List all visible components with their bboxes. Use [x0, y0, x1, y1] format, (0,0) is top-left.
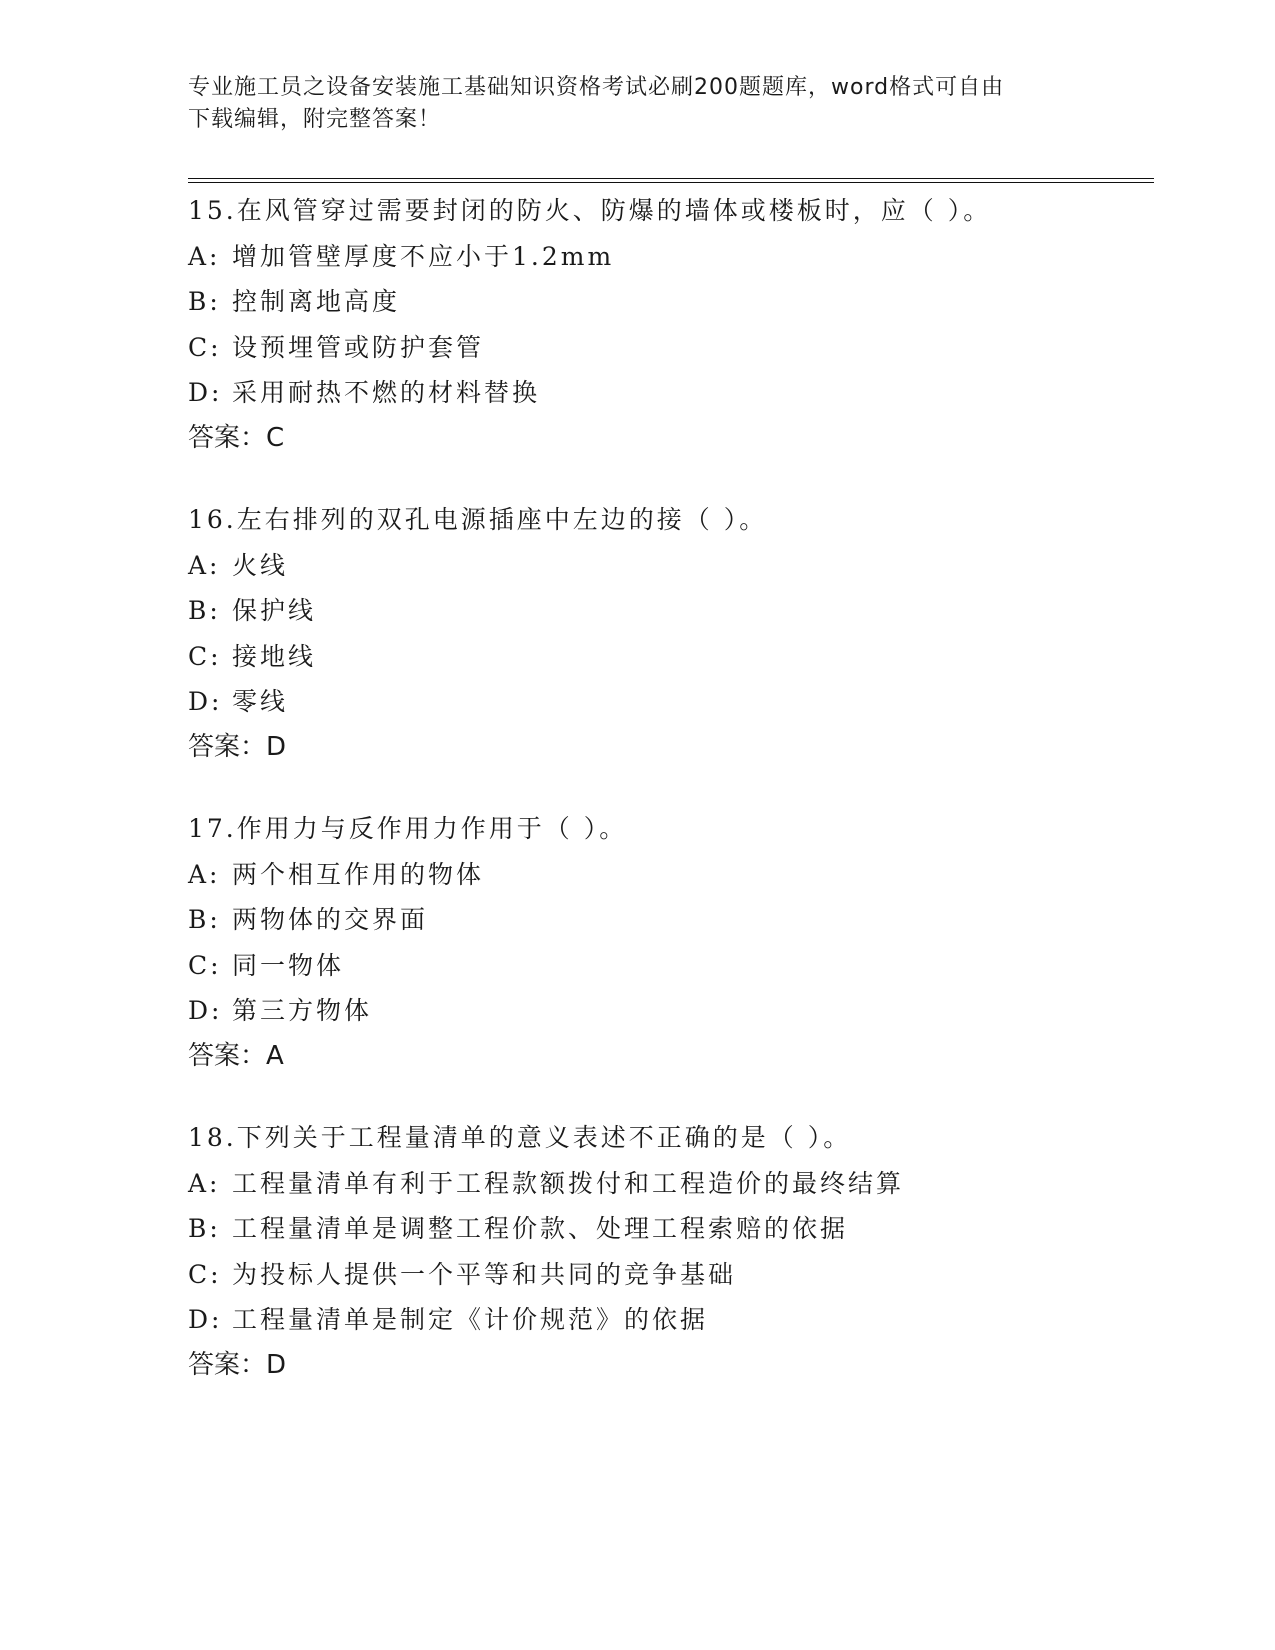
option-letter: C: [188, 1259, 222, 1289]
answer-line: 答案：A [188, 1040, 284, 1071]
option-letter: B: [188, 596, 221, 625]
option-letter: D: [188, 687, 223, 716]
option-c [188, 1252, 1148, 1298]
option-a [188, 1161, 1148, 1207]
option-letter: D: [188, 378, 223, 407]
option-a [188, 543, 1148, 589]
question-title: 16.左右排列的双孔电源插座中左边的接（ ）。 [188, 505, 768, 534]
option-text: 工程量清单是制定《计价规范》的依据 [232, 1305, 709, 1334]
option-c [188, 325, 1148, 371]
option-text: 工程量清单是调整工程价款、处理工程索赔的依据 [232, 1214, 849, 1243]
option-letter: B: [188, 287, 221, 316]
header-divider-bottom [188, 182, 1154, 183]
answer-line: 答案：C [188, 422, 285, 453]
question-17 [188, 806, 1148, 1079]
question-16 [188, 497, 1148, 770]
option-c [188, 634, 1148, 680]
option-a [188, 234, 1148, 280]
option-d [188, 679, 1148, 725]
option-letter: A: [188, 550, 221, 580]
option-letter: D: [188, 996, 223, 1025]
document-header [188, 72, 1088, 136]
option-b [188, 279, 1148, 325]
option-text: 火线 [232, 550, 289, 580]
option-letter: A: [188, 1168, 221, 1198]
option-text: 第三方物体 [232, 996, 373, 1025]
header-line-1: 专业施工员之设备安装施工基础知识资格考试必刷200题题库，word格式可自由 [188, 75, 1005, 100]
option-letter: B: [188, 905, 221, 934]
header-line-2: 下载编辑，附完整答案！ [188, 107, 442, 132]
option-text: 控制离地高度 [232, 287, 401, 316]
option-text: 保护线 [232, 596, 317, 625]
option-b [188, 1206, 1148, 1252]
option-text: 设预埋管或防护套管 [232, 332, 485, 362]
option-text: 增加管壁厚度不应小于1.2mm [232, 241, 615, 271]
option-text: 两物体的交界面 [232, 905, 429, 934]
option-letter: C: [188, 641, 222, 671]
question-15 [188, 188, 1148, 461]
option-d [188, 370, 1148, 416]
option-a [188, 852, 1148, 898]
option-text: 两个相互作用的物体 [232, 859, 485, 889]
option-b [188, 588, 1148, 634]
question-title: 18.下列关于工程量清单的意义表述不正确的是（ ）。 [188, 1123, 852, 1152]
option-text: 接地线 [232, 641, 317, 671]
option-letter: B: [188, 1214, 221, 1243]
option-letter: C: [188, 332, 222, 362]
option-text: 工程量清单有利于工程款额拨付和工程造价的最终结算 [232, 1168, 905, 1198]
option-text: 采用耐热不燃的材料替换 [232, 378, 541, 407]
question-list [188, 188, 1148, 1424]
header-divider-top [188, 178, 1154, 179]
option-letter: A: [188, 859, 221, 889]
option-text: 为投标人提供一个平等和共同的竞争基础 [232, 1259, 737, 1289]
option-c [188, 943, 1148, 989]
option-letter: D: [188, 1305, 223, 1334]
question-18 [188, 1115, 1148, 1388]
option-letter: A: [188, 241, 221, 271]
option-b [188, 897, 1148, 943]
option-letter: C: [188, 950, 222, 980]
answer-line: 答案：D [188, 731, 287, 762]
question-title: 15.在风管穿过需要封闭的防火、防爆的墙体或楼板时，应（ ）。 [188, 196, 992, 225]
question-title: 17.作用力与反作用力作用于（ ）。 [188, 814, 628, 843]
answer-line: 答案：D [188, 1349, 287, 1380]
option-text: 零线 [232, 687, 289, 716]
option-d [188, 1297, 1148, 1343]
option-text: 同一物体 [232, 950, 345, 980]
option-d [188, 988, 1148, 1034]
